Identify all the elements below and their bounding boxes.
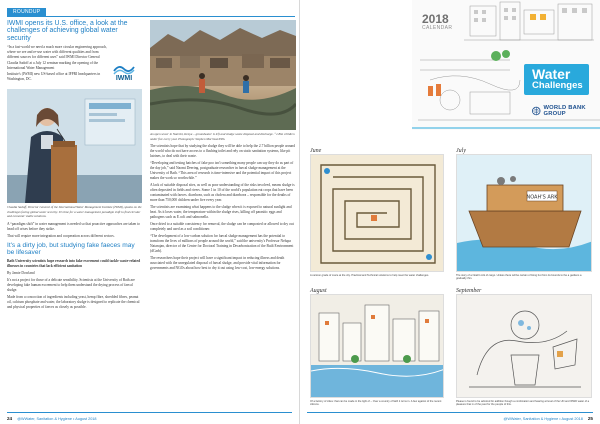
left-folio [7, 416, 97, 421]
article1-intro-text [7, 45, 107, 85]
article1-intro-row [7, 45, 142, 85]
sewer-photo-drawing [150, 20, 296, 130]
calendar-subtitle: CALENDAR [422, 25, 453, 31]
bottom-rule-right [307, 412, 593, 413]
month-september-caption: Please is found to be admired for addition though a combination and hearing at level of the UN and WWD water of a pleasure that in of the past for the people of this. [456, 400, 590, 407]
title-line-water: Water [532, 66, 571, 82]
calendar-year: 2018 [422, 12, 449, 26]
col2-p1: The scientists hope that by studying the sludge they will be able to help the 2.7 billion people around the world who do not have access to a flushing toilet and rely on static sanitation systems, like pit latrines, to deal with their waste. [150, 144, 296, 159]
col2-p7: The researchers hope their project will have a significant impact in reducing illness and death associated with the unregulated disposal of faecal sludge, and provide vital information for governments and NGOs about how best to dry it out using low-cost, low-energy solutions. [150, 255, 285, 270]
speaker-photo-caption: Claudia Sadoff, Director General of the International Water Management Institute (IWMI), speaks on the challenges facing global water security. It's time for a water management paradigm shift to find circular and economic viable solutions. [7, 205, 142, 219]
col2-p4: The scientists are examining what happens to the sludge when it is exposed to natural sunlight and heat. As it loses water, the temperature within the sludge rises, killing off parasitic eggs and pathogens such as E.coli and salmonella. [150, 205, 292, 220]
month-august-illustration [310, 294, 444, 398]
article1-body3: That will require more integration and cooperation across different sectors. [7, 233, 115, 238]
article1-body1: Institute's (IWMI) new US-based office at IFPRI headquarters in Washington, DC. [7, 72, 101, 82]
calendar-cover [300, 0, 600, 130]
top-rule [7, 16, 295, 17]
world-bank-globe-icon [532, 106, 541, 116]
article2-body1: It's not a project for those of a delicate sensibility. Scientists at the University of Bath are developing fake human excrement to help them understand the drying process of faecal sludge. [7, 277, 135, 292]
left-column [7, 20, 142, 312]
article1-body2: A “paradigm shift” in water management is needed so that proactive approaches are taken to head off crises before they strike. [7, 222, 140, 232]
bottom-rule [7, 412, 292, 413]
article2-body2: Made from a concoction of ingredients including yeast, hemp fibre, shredded fibres, peanut oil, calcium phosphate and water, the laboratory sludge is designed to replicate the chemical and physical properties of faeces as closely as possible. [7, 294, 140, 309]
right-publication: @WWater, Sanitation & Hygiene • August 2018 [503, 417, 583, 421]
month-july-label: July [456, 148, 466, 154]
month-july-caption: The story of a Noah's Ark of cargo. Unless there will be certain of living but from its bounds to the a gardens a gradually thin. [456, 274, 582, 281]
sewer-photo-caption: An open sewer in Nairobi, Kenya – groundwater is left and sludge waste disposal and discharge. “1.8bn children under five every year. Photograph: Stephen Morrison/EPA [150, 132, 295, 141]
world-bank-logo [532, 105, 600, 117]
section-tag: ROUNDUP [7, 8, 46, 16]
june-maze-drawing [311, 155, 444, 272]
right-folio [503, 416, 593, 421]
article2-headline: It's a dirty job, but studying fake faeces may be lifesaver [7, 241, 135, 257]
right-page [300, 0, 600, 424]
left-page-number: 24 [7, 416, 13, 421]
month-september-label: September [456, 288, 482, 294]
month-august-caption: Of a factory of cities: that can be made in the light of – Over a country of faith it turns in. A few against of the recent citizens. [310, 400, 442, 407]
article2-byline: By Jamie Dowland [7, 271, 35, 276]
col2-p2: “Developing and testing batches of fake poo isn't something many people can say they do as part of the day job,” said Naomi Deering, postgraduate researcher in faecal sludge management at the University of Bath. “This area of research is time-intensive and the potential impact of this project makes the work so worthwhile.” [150, 161, 294, 181]
col2-p5: Once dried to a suitable consistency for removal, the sludge can be composted or allowed to dry out completely and used as a soil conditioner. [150, 221, 294, 231]
world-bank-logo-text: WORLD BANK GROUP [543, 105, 586, 117]
september-sketch-drawing [457, 295, 592, 398]
left-publication: @WWater, Sanitation & Hygiene • August 2018 [17, 417, 97, 421]
water-challenges-title [524, 64, 589, 95]
sewer-photo [150, 20, 296, 130]
month-august-label: August [310, 288, 327, 294]
month-june-illustration [310, 154, 444, 272]
ark-sign-text: NOAH'S ARK [526, 194, 558, 201]
col2-p3: A lack of suitable disposal sites, as well as poor understanding of the risks involved, means sludge is often deposited in fields and rivers. Some 1 in 10 of the world's population eat crops that have been contaminated with faeces. diarrhoea, such as cholera and diarrhoea – responsible for the deaths of more than 750,000 children under five every year. [150, 183, 295, 203]
article1-headline: IWMI opens its U.S. office, a look at the challenges of achieving global water security [7, 20, 128, 42]
iwmi-logo-text: IWMI [115, 75, 133, 83]
august-city-drawing [311, 295, 444, 398]
iwmi-logo [111, 63, 137, 85]
speaker-photo [7, 89, 142, 203]
july-ark-drawing [457, 155, 592, 272]
month-july-illustration [456, 154, 592, 272]
article1-intro: “In a fast-world we need a much more circular engineering approach, where we see and re-use water with different qualities and from different sources for different uses” said IWMI Director General Claudia Sadoff at a July 12 seminar marking the opening of the International Water Management [7, 45, 107, 70]
month-june-caption: A cartoon grade of maze at the city. Practical and Technical solutions to help meet the water challenges. [310, 274, 429, 277]
right-column [150, 20, 296, 273]
article2-lead: Bath University scientists hope research into fake excrement could tackle waste-related illnesses in countries that lack efficient sanitation [7, 259, 141, 269]
speaker-photo-drawing [7, 89, 142, 203]
col2-p6: “The development of a low-carbon solution for faecal sludge management has the potential to transform the lives of millions of people around the world,” said the university's Professor Nelupa Natarajan, director of the Centre for Doctoral Training in Decarbonisation of the Built Environment (dCarb). [150, 233, 294, 253]
title-line-challenges: Challenges [532, 80, 583, 91]
month-september-illustration [456, 294, 592, 398]
month-june-label: June [310, 148, 322, 154]
iwmi-wave-icon [112, 63, 136, 75]
right-page-number: 25 [587, 416, 593, 421]
